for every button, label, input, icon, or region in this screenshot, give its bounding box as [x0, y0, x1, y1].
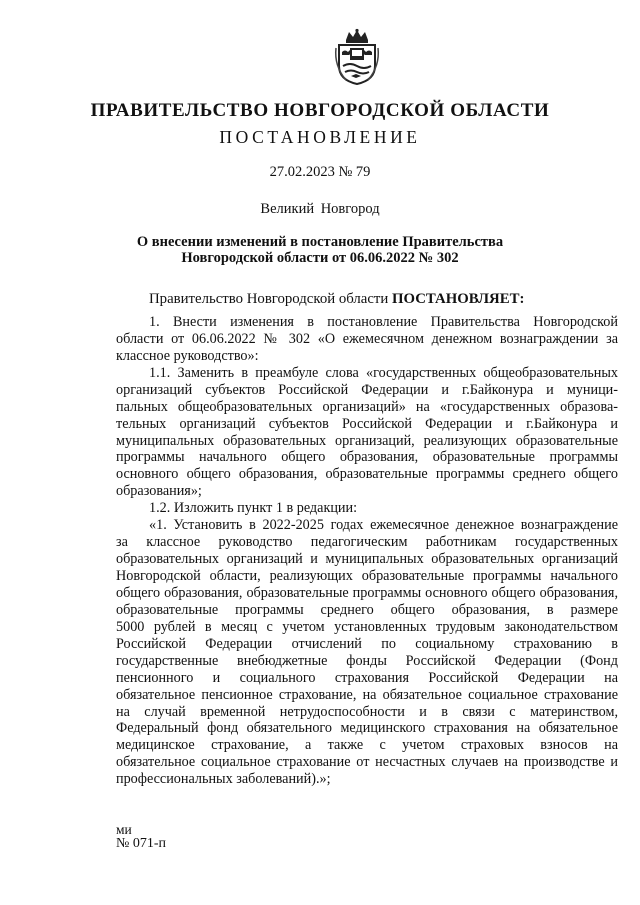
body-line: на случай временной нетрудоспособности и в связи с материнством,: [116, 703, 618, 720]
body-line: Российской Федерации отчислений по социальному страхованию в: [116, 635, 618, 652]
document-body: [116, 291, 618, 788]
body-line: «1. Установить в 2022-2025 годах ежемесячное денежное вознаграждение: [149, 517, 618, 534]
body-line: 1. Внести изменения в постановление Правительства Новгородской: [149, 313, 618, 330]
body-line: образовательные программы среднего общего образования, в размере: [116, 601, 618, 618]
decree-prefix: Правительство Новгородской области: [149, 291, 392, 307]
body-line: основного общего образования, образовательные программы среднего общего: [116, 466, 618, 483]
body-line: образования»;: [116, 483, 202, 500]
body-line: обязательное социальное страхование от несчастных случаев на производстве и: [116, 754, 618, 771]
body-line: пенсионного и социального страхования Российской Федерации на: [116, 669, 618, 686]
body-line: обязательное пенсионное страхование, на обязательное социальное страхование: [116, 686, 618, 703]
body-line: государственные внебюджетные фонды Российской Федерации (Фонд: [116, 652, 618, 669]
document-city: Великий Новгород: [260, 201, 380, 217]
body-line: 5000 рублей в месяц с учетом установленных трудовым законодательством: [116, 618, 618, 635]
body-line: медицинское страхование, а также с учетом страховых взносов на: [116, 737, 618, 754]
body-line: 1.1. Заменить в преамбуле слова «государственных общеобразовательных: [149, 364, 618, 381]
document-subject: [0, 234, 640, 266]
body-line: профессиональных заболеваний).»;: [116, 771, 331, 788]
body-line: классное руководство»:: [116, 347, 259, 364]
subject-line: О внесении изменений в постановление Правительства: [136, 234, 504, 250]
body-line: Новгородской области, реализующих образовательные программы начального: [116, 568, 618, 584]
coat-of-arms-icon: [333, 28, 381, 86]
body-line: области от 06.06.2022 № 302 «О ежемесячном денежном вознаграждении за: [116, 330, 618, 347]
body-line: организаций субъектов Российской Федерации и г.Байконура и муници-: [116, 381, 618, 398]
body-line: муниципальных образовательных организаций, реализующих образовательные: [116, 432, 618, 449]
body-line: за классное руководство педагогическим работникам государственных: [116, 534, 618, 551]
body-line: тельных организаций субъектов Российской Федерации и г.Байконура и: [116, 415, 618, 432]
government-name: ПРАВИТЕЛЬСТВО НОВГОРОДСКОЙ ОБЛАСТИ: [90, 100, 550, 121]
body-line: Федеральный фонд обязательного медицинского страхования на обязательное: [116, 720, 618, 737]
document-type: ПОСТАНОВЛЕНИЕ: [219, 127, 421, 147]
body-line: пальных общеобразовательных организаций» на «государственных образова-: [116, 398, 618, 415]
body-line: образовательных организаций и муниципальных образовательных организаций: [116, 551, 618, 568]
executor-initials: ми: [116, 822, 132, 837]
body-line: 1.2. Изложить пункт 1 в редакции:: [149, 500, 358, 517]
document-footer: [116, 823, 166, 851]
decree-line: [116, 291, 618, 308]
decree-word: ПОСТАНОВЛЯЕТ:: [392, 291, 525, 307]
document-code: № 071-п: [116, 836, 167, 851]
subject-line: Новгородской области от 06.06.2022 № 302: [181, 250, 459, 266]
document-date-number: 27.02.2023 № 79: [269, 164, 371, 180]
body-line: общего образования, образовательные программы основного общего образования,: [116, 584, 618, 601]
body-line: программы начального общего образования, образовательные программы: [116, 449, 618, 466]
